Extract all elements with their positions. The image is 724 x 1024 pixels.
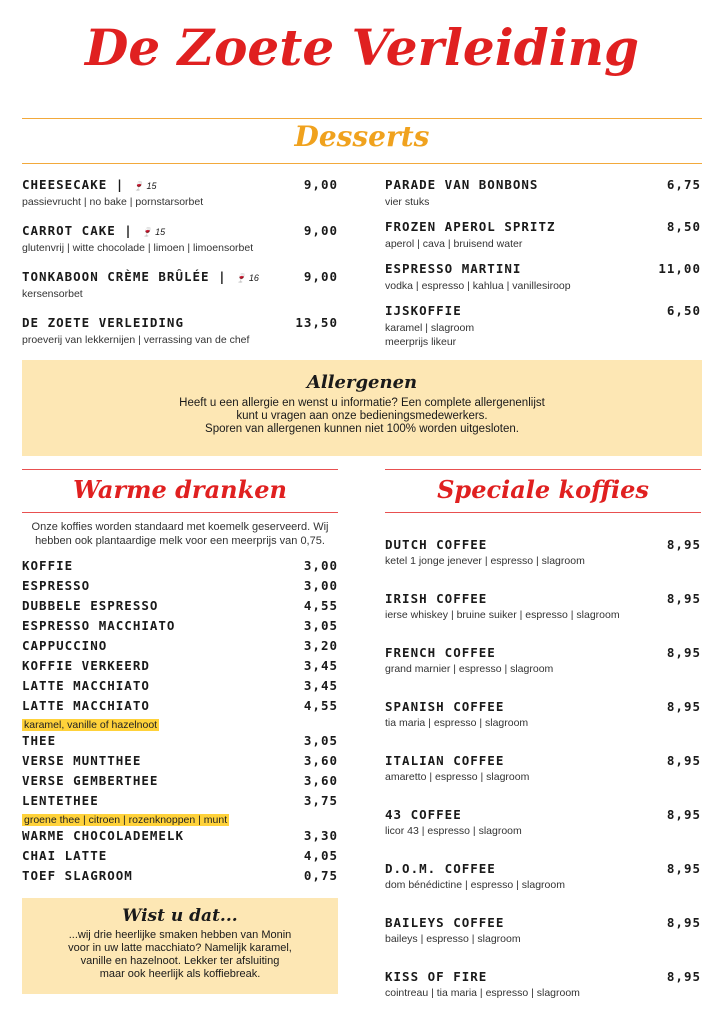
coffee-description: cointreau | tia maria | espresso | slagroom <box>385 987 580 999</box>
desserts-top-divider <box>22 118 702 119</box>
dessert-price: 9,00 <box>303 269 338 284</box>
coffee-name: 43 COFFEE <box>385 807 462 822</box>
coffee-name: FRENCH COFFEE <box>385 645 496 660</box>
dessert-description: vodka | espresso | kahlua | vanillesiroop <box>385 280 571 292</box>
drink-name: KOFFIE <box>22 558 74 573</box>
drink-row <box>22 618 338 638</box>
drink-name: LATTE MACCHIATO <box>22 698 150 713</box>
coffee-price: 8,95 <box>666 969 701 984</box>
coffee-description: baileys | espresso | slagroom <box>385 933 521 945</box>
coffee-description: tia maria | espresso | slagroom <box>385 717 529 729</box>
did-you-know-title: Wist u dat... <box>122 906 238 926</box>
dessert-price: 13,50 <box>295 315 338 330</box>
drink-price: 3,00 <box>303 578 338 593</box>
dessert-name: IJSKOFFIE <box>385 303 462 318</box>
special-coffees-top-divider <box>385 469 701 470</box>
drink-row <box>22 578 338 598</box>
drink-row <box>22 848 338 868</box>
coffee-item <box>385 915 701 955</box>
dessert-description: glutenvrij | witte chocolade | limoen | limoensorbet <box>22 242 254 254</box>
drink-row <box>22 658 338 678</box>
warm-drinks-intro: Onze koffies worden standaard met koemelk geserveerd. Wij hebben ook plantaardige melk voor een meerprijs van 0,75. <box>31 521 329 547</box>
drink-row <box>22 638 338 658</box>
special-coffees-bottom-divider <box>385 512 701 513</box>
drink-price: 4,55 <box>303 698 338 713</box>
drink-price: 3,05 <box>303 618 338 633</box>
dessert-item <box>22 177 338 217</box>
dessert-name: DE ZOETE VERLEIDING <box>22 315 184 330</box>
coffee-description: ketel 1 jonge jenever | espresso | slagroom <box>385 555 585 567</box>
coffee-description: amaretto | espresso | slagroom <box>385 771 530 783</box>
wine-glass-icon: 🍷 15 <box>132 181 157 191</box>
drink-price: 4,55 <box>303 598 338 613</box>
coffee-item <box>385 861 701 901</box>
drink-name: LENTETHEE <box>22 793 99 808</box>
allergen-text-line: Heeft u een allergie en wenst u informatie? Een complete allergenenlijst <box>179 397 545 409</box>
dessert-item <box>385 219 701 259</box>
coffee-price: 8,95 <box>666 591 701 606</box>
coffee-name: DUTCH COFFEE <box>385 537 488 552</box>
drink-name: CAPPUCCINO <box>22 638 108 653</box>
coffee-price: 8,95 <box>666 861 701 876</box>
drink-row <box>22 678 338 698</box>
did-you-know-line: voor in uw latte macchiato? Namelijk karamel, <box>68 942 292 954</box>
allergen-title: Allergenen <box>306 372 418 393</box>
coffee-price: 8,95 <box>666 807 701 822</box>
coffee-item <box>385 753 701 793</box>
coffee-item <box>385 537 701 577</box>
coffee-item <box>385 699 701 739</box>
coffee-name: D.O.M. COFFEE <box>385 861 496 876</box>
drink-price: 3,05 <box>303 733 338 748</box>
drink-price: 3,60 <box>303 753 338 768</box>
drink-price: 3,20 <box>303 638 338 653</box>
coffee-price: 8,95 <box>666 915 701 930</box>
desserts-bottom-divider <box>22 163 702 164</box>
drink-name: THEE <box>22 733 57 748</box>
menu-title: De Zoete Verleiding <box>85 18 639 77</box>
coffee-name: BAILEYS COFFEE <box>385 915 505 930</box>
coffee-description: grand marnier | espresso | slagroom <box>385 663 554 675</box>
coffee-description: licor 43 | espresso | slagroom <box>385 825 522 837</box>
drink-note-highlight: karamel, vanille of hazelnoot <box>24 719 158 731</box>
drink-row <box>22 773 338 793</box>
wine-glass-icon: 🍷 15 <box>141 227 166 237</box>
dessert-name: CHEESECAKE | 🍷 15 <box>22 177 157 192</box>
drink-row <box>22 753 338 773</box>
dessert-item <box>22 315 338 355</box>
drink-name: ESPRESSO <box>22 578 91 593</box>
warm-drinks-top-divider <box>22 469 338 470</box>
drink-name: TOEF SLAGROOM <box>22 868 133 883</box>
coffee-name: IRISH COFFEE <box>385 591 488 606</box>
coffee-price: 8,95 <box>666 753 701 768</box>
coffee-item <box>385 591 701 631</box>
did-you-know-box <box>22 898 338 994</box>
dessert-description: karamel | slagroom <box>385 322 475 334</box>
dessert-description-extra: meerprijs likeur <box>385 336 457 348</box>
wine-glass-icon: 🍷 16 <box>235 273 259 283</box>
dessert-item <box>385 261 701 301</box>
dessert-price: 9,00 <box>303 223 338 238</box>
dessert-description: passievrucht | no bake | pornstarsorbet <box>22 196 204 208</box>
drink-price: 4,05 <box>303 848 338 863</box>
drink-price: 3,30 <box>303 828 338 843</box>
warm-drinks-heading: Warme dranken <box>73 475 287 504</box>
coffee-name: KISS OF FIRE <box>385 969 488 984</box>
drink-row <box>22 868 338 888</box>
did-you-know-line: vanille en hazelnoot. Lekker ter afsluiting <box>80 955 280 967</box>
dessert-description: aperol | cava | bruisend water <box>385 238 523 250</box>
drink-row <box>22 598 338 618</box>
coffee-description: dom bénédictine | espresso | slagroom <box>385 879 565 891</box>
special-coffees-heading: Speciale koffies <box>437 475 649 504</box>
allergen-text-line: Sporen van allergenen kunnen niet 100% worden uitgesloten. <box>205 423 519 435</box>
dessert-item <box>22 223 338 263</box>
dessert-description: kersensorbet <box>22 288 83 300</box>
drink-name: DUBBELE ESPRESSO <box>22 598 159 613</box>
drink-name: VERSE MUNTTHEE <box>22 753 142 768</box>
drink-row <box>22 828 338 848</box>
drink-name: VERSE GEMBERTHEE <box>22 773 159 788</box>
desserts-heading: Desserts <box>294 120 430 153</box>
drink-price: 3,45 <box>303 678 338 693</box>
dessert-name: PARADE VAN BONBONS <box>385 177 539 192</box>
drink-name: KOFFIE VERKEERD <box>22 658 150 673</box>
drink-row <box>22 558 338 578</box>
dessert-price: 6,75 <box>666 177 701 192</box>
dessert-description: proeverij van lekkernijen | verrassing van de chef <box>22 334 250 346</box>
dessert-name: TONKABOON CRÈME BRÛLÉE | 🍷 16 <box>22 269 259 284</box>
coffee-item <box>385 807 701 847</box>
drink-name: WARME CHOCOLADEMELK <box>22 828 184 843</box>
dessert-description: vier stuks <box>385 196 430 208</box>
coffee-item <box>385 969 701 1009</box>
coffee-description: ierse whiskey | bruine suiker | espresso | slagroom <box>385 609 620 621</box>
drink-price: 0,75 <box>303 868 338 883</box>
coffee-price: 8,95 <box>666 645 701 660</box>
coffee-item <box>385 645 701 685</box>
drink-row <box>22 733 338 753</box>
dessert-name: CARROT CAKE | 🍷 15 <box>22 223 166 238</box>
dessert-price: 9,00 <box>303 177 338 192</box>
dessert-item <box>22 269 338 309</box>
dessert-item <box>385 303 701 353</box>
did-you-know-line: ...wij drie heerlijke smaken hebben van Monin <box>68 929 292 941</box>
warm-drinks-bottom-divider <box>22 512 338 513</box>
drink-price: 3,00 <box>303 558 338 573</box>
drink-price: 3,45 <box>303 658 338 673</box>
drink-name: CHAI LATTE <box>22 848 108 863</box>
dessert-name: ESPRESSO MARTINI <box>385 261 522 276</box>
allergen-info-box <box>22 360 702 456</box>
dessert-item <box>385 177 701 217</box>
dessert-price: 11,00 <box>658 261 701 276</box>
drink-name: LATTE MACCHIATO <box>22 678 150 693</box>
coffee-name: SPANISH COFFEE <box>385 699 505 714</box>
coffee-price: 8,95 <box>666 537 701 552</box>
dessert-price: 6,50 <box>666 303 701 318</box>
did-you-know-line: maar ook heerlijk als koffiebreak. <box>99 968 261 980</box>
drink-price: 3,75 <box>303 793 338 808</box>
drink-price: 3,60 <box>303 773 338 788</box>
drink-name: ESPRESSO MACCHIATO <box>22 618 176 633</box>
coffee-price: 8,95 <box>666 699 701 714</box>
drink-note-highlight: groene thee | citroen | rozenknoppen | munt <box>24 814 228 826</box>
allergen-text-line: kunt u vragen aan onze bedieningsmedewerkers. <box>236 410 488 422</box>
dessert-price: 8,50 <box>666 219 701 234</box>
coffee-name: ITALIAN COFFEE <box>385 753 505 768</box>
dessert-name: FROZEN APEROL SPRITZ <box>385 219 556 234</box>
